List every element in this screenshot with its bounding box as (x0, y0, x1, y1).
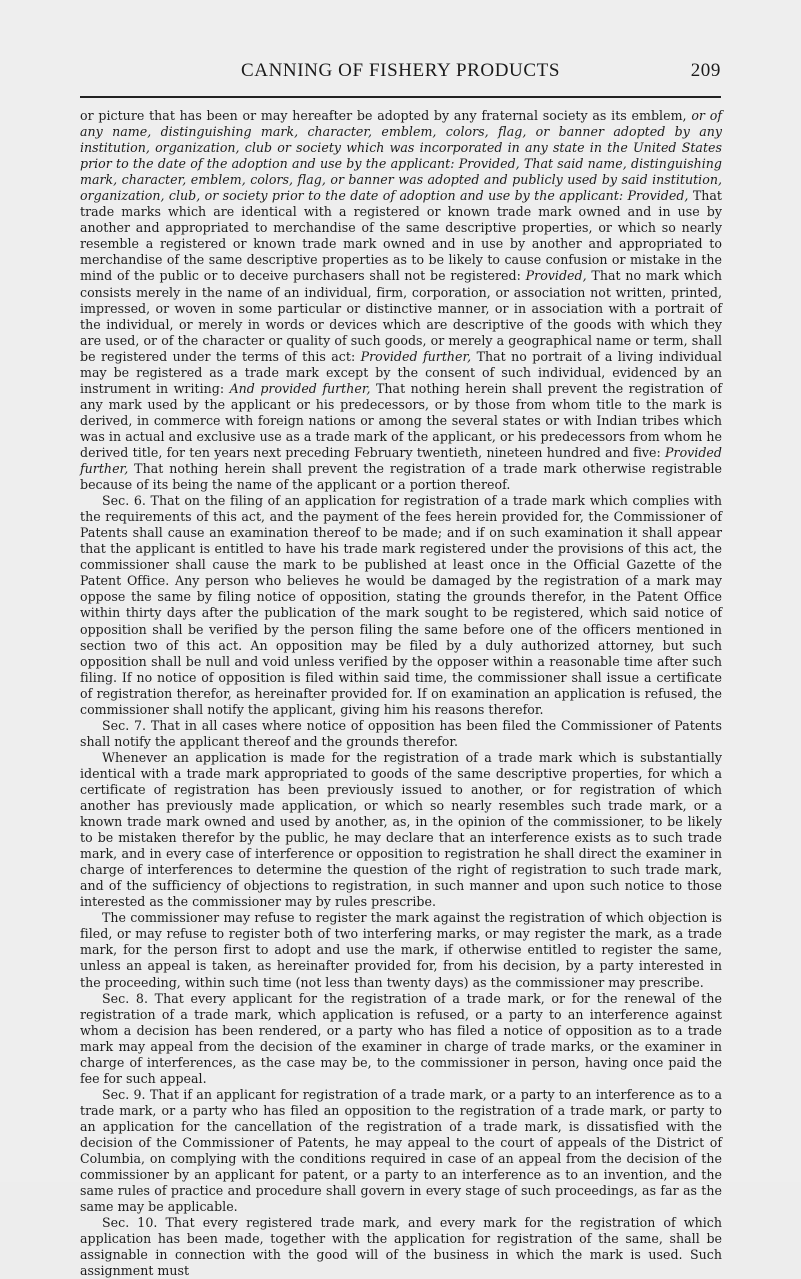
paragraph-commissioner-refusal (80, 910, 722, 990)
paragraph-sec-9 (80, 1087, 722, 1215)
text-run: Whenever an application is made for the registration of a trade mark which is substantially identical with a trade mark appropriated to goods of the same descriptive properties, for which a certificate of registration has been previously issued to another, or for registration of which another has previously made application, or which so nearly resembles such trade mark, or a known trade mark owned and used by another, as, in the opinion of the commissioner, to be likely to be mistaken therefor by the public, he may declare that an interference exists as to such trade mark, and in every case of interference or opposition to registration he shall direct the examiner in charge of interferences to determine the question of the right of registration to such trade mark, and of the sufficiency of objections to registration, in such manner and upon such notice to those interested as the commissioner may by rules prescribe. (80, 749, 722, 910)
italic-text-run: Provided further, (360, 348, 472, 364)
text-run: Sec. 10. That every registered trade mark, and every mark for the registration of which application has been made, together with the application for registration of the same, shall be assignable in connection with the good will of the business in which the mark is used. Such assignment must (80, 1215, 722, 1279)
text-run: Sec. 7. That in all cases where notice of opposition has been filed the Commissioner of Patents shall notify the applicant thereof and the grounds therefor. (80, 717, 722, 749)
text-run: That no mark which consists merely in the name of an individual, firm, corporation, or association not written, printed, impressed, or woven in some particular or distinctive manner, or in association with a portrait of the individual, or merely in words or devices which are descriptive of the goods with which they are used, or of the character or quality of such goods, or merely a geographical name or term, shall be registered under the terms of this act: (80, 268, 722, 364)
text-run: That no portrait of a living individual may be registered as a trade mark except by the consent of such individual, evidenced by an instrument in writing: (80, 348, 722, 396)
text-run: Sec. 9. That if an applicant for registration of a trade mark, or a party to an interference as to a trade mark, or a party who has filed an opposition to the registration of a trade mark, or party to an application for the cancellation of the registration of a trade mark, is dissatisfied with the decision of the Commissioner of Patents, he may appeal to the court of appeals of the District of Columbia, on complying with the conditions required in case of an appeal from the decision of the commissioner by an applicant for patent, or a party to an interference as to an invention, and the same rules of practice and procedure shall govern in every stage of such proceedings, as far as the same may be applicable. (80, 1086, 722, 1215)
paragraph-interference (80, 750, 722, 910)
header-rule (80, 96, 721, 98)
text-run: The commissioner may refuse to register the mark against the registration of which objection is filed, or may refuse to register both of two interfering marks, or may register the mark, as a trade mark, for the person first to adopt and use the mark, if otherwise entitled to register the same, unless an appeal is taken, as hereinafter provided for, from his decision, by a party interested in the proceeding, within such time (not less than twenty days) as the commissioner may prescribe. (80, 910, 722, 990)
paragraph-sec-7 (80, 718, 722, 750)
text-run: Sec. 6. That on the filing of an application for registration of a trade mark which complies with the requirements of this act, and the payment of the fees herein provided for, the Commissioner of Patents shall cause an examination thereof to be made; and if on such examination it shall appear that the applicant is entitled to have his trade mark registered under the provisions of this act, the commissioner shall cause the mark to be published at least once in the Official Gazette of the Patent Office. Any person who believes he would be damaged by the registration of a mark may oppose the same by filing notice of opposition, stating the grounds therefor, in the Patent Office within thirty days after the publication of the mark sought to be registered, which said notice of opposition shall be verified by the person filing the same before one of the officers mentioned in section two of this act. An opposition may be filed by a duly authorized attorney, but such opposition shall be null and void unless verified by the opposer within a reasonable time after such filing. If no notice of opposition is filed within said time, the commissioner shall issue a certificate of registration therefor, as hereinafter provided for. If on examination an application is refused, the commissioner shall notify the applicant, giving him his reasons therefor. (80, 493, 722, 717)
text-run: That nothing herein shall prevent the registration of any mark used by the applicant or his predecessors, or by those from whom title to the mark is derived, in commerce with foreign nations or among the several states or with Indian tribes which was in actual and exclusive use as a trade mark of the applicant, or his predecessors from whom he derived title, for ten years next preceding February twentieth, nineteen hundred and five: (80, 380, 722, 460)
italic-text-run: Provided further, (80, 444, 722, 477)
running-title: CANNING OF FISHERY PRODUCTS (240, 60, 561, 81)
text-run: Sec. 8. That every applicant for the registration of a trade mark, or for the renewal of the registration of a trade mark, which application is refused, or a party to an interference against whom a decision has been rendered, or a party who has filed a notice of opposition as to a trade mark may appeal from the decision of the examiner in charge of trade marks, or the examiner in charge of interferences, as the case may be, to the commissioner in person, having once paid the fee for such appeal. (80, 990, 722, 1086)
paragraph-sec-6 (80, 493, 722, 718)
body-text (80, 108, 722, 1279)
italic-text-run: And provided further, (229, 380, 371, 396)
text-run: That trade marks which are identical with a registered or known trade mark owned and in use by another and appropriated to merchandise of the same descriptive properties, or which so nearly resemble a registered or known trade mark owned and in use by another and appropriated to merchandise of the same descriptive properties as to be likely to cause confusion or mistake in the mind of the public or to deceive purchasers shall not be registered: (80, 188, 723, 284)
paragraph-sec-10 (80, 1215, 722, 1279)
page-number: 209 (690, 60, 721, 81)
text-run: That nothing herein shall prevent the registration of a trade mark otherwise registrable because of its being the name of the applicant or a portion thereof. (80, 461, 722, 493)
paragraph-continued (80, 108, 722, 493)
paragraph-sec-8 (80, 991, 722, 1087)
italic-text-run: Provided, (525, 268, 587, 284)
text-run: or picture that has been or may hereafter be adopted by any fraternal society as its emblem, (80, 108, 692, 123)
running-head (80, 60, 721, 82)
italic-text-run: or of any name, distinguishing mark, character, emblem, colors, flag, or banner adopted by any institution, organization, club or society which was incorporated in any state in the United States prior to the date of the adoption and use by the applicant: Provided, That said name, distinguishing mark, character, emblem, colors, flag, or banner was adopted and publicly used by said institution, organization, club, or society prior to the date of adoption and use by the applicant: Provided, (80, 108, 722, 204)
